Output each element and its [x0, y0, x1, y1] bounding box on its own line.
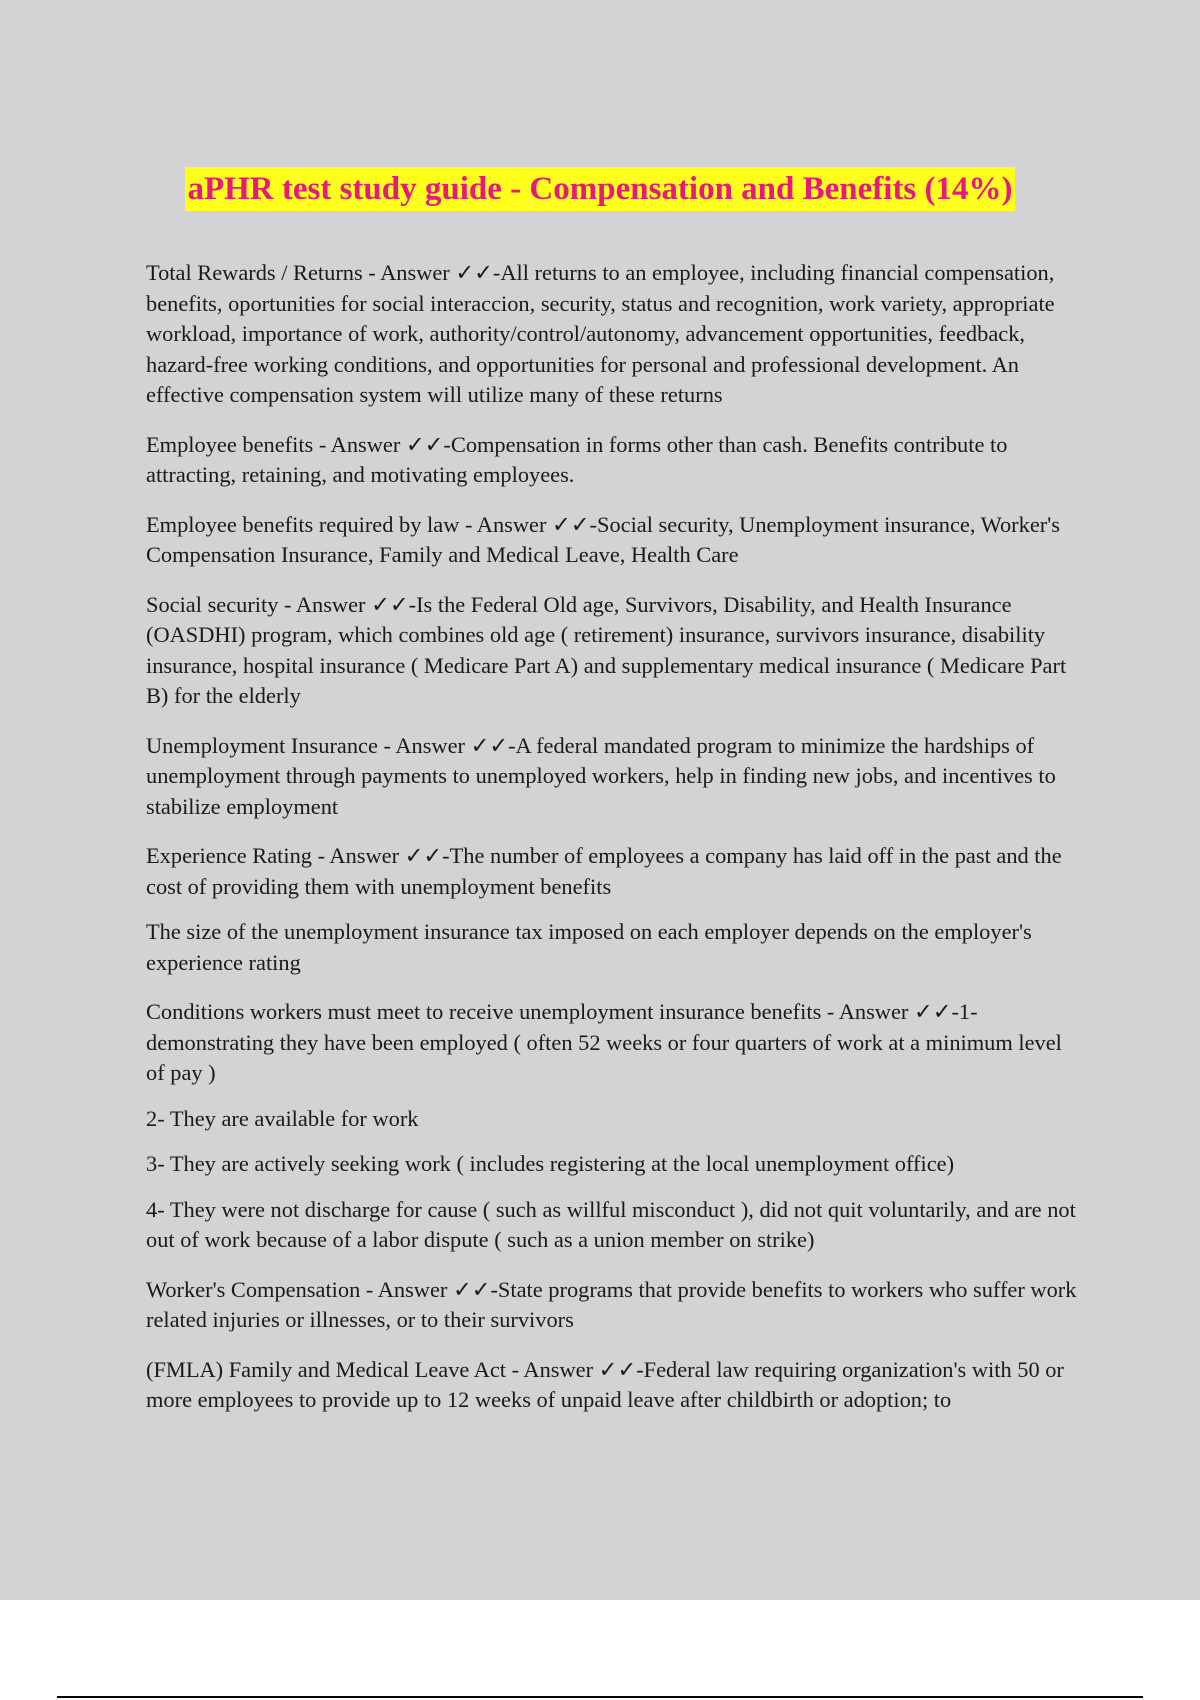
- study-guide-body: [146, 258, 1086, 1435]
- title-container: [0, 167, 1200, 211]
- paragraph-unemployment-insurance: Unemployment Insurance - Answer ✓✓-A federal mandated program to minimize the hardships of unemployment through payments to unemployed workers, help in finding new jobs, and incentives to stabilize employment: [146, 732, 1056, 819]
- paragraph-benefits-required-by-law: Employee benefits required by law - Answer ✓✓-Social security, Unemployment insurance, Worker's Compensation Insurance, Family and Medical Leave, Health Care: [146, 511, 1060, 567]
- paragraph-condition-4: 4- They were not discharge for cause ( such as willful misconduct ), did not quit voluntarily, and are not out of work because of a labor dispute ( such as a union member on strike): [146, 1196, 1076, 1252]
- paragraph-fmla: (FMLA) Family and Medical Leave Act - Answer ✓✓-Federal law requiring organization's with 50 or more employees to provide up to 12 weeks of unpaid leave after childbirth or adoption; to: [146, 1356, 1064, 1412]
- paragraph-workers-compensation: Worker's Compensation - Answer ✓✓-State programs that provide benefits to workers who suffer work related injuries or illnesses, or to their survivors: [146, 1276, 1077, 1332]
- paragraph-tax-size: The size of the unemployment insurance tax imposed on each employer depends on the employer's experience rating: [146, 919, 1032, 975]
- paragraph-total-rewards: Total Rewards / Returns - Answer ✓✓-All returns to an employee, including financial compensation, benefits, oportunities for social interaccion, security, status and recognition, work variety, appropriate workload, importance of work, authority/control/autonomy, advancement opportunities, feedback, hazard-free working conditions, and opportunities for personal and professional development. An effective compensation system will utilize many of these returns: [146, 260, 1055, 407]
- paragraph-experience-rating: Experience Rating - Answer ✓✓-The number of employees a company has laid off in the past and the cost of providing them with unemployment benefits: [146, 843, 1062, 899]
- paragraph-employee-benefits: Employee benefits - Answer ✓✓-Compensation in forms other than cash. Benefits contribute to attracting, retaining, and motivating employees.: [146, 431, 1008, 487]
- paragraph-condition-3: 3- They are actively seeking work ( includes registering at the local unemployment office): [146, 1151, 955, 1176]
- paragraph-conditions: Conditions workers must meet to receive unemployment insurance benefits - Answer ✓✓-1- demonstrating they have been employed ( often 52 weeks or four quarters of work at a minimum level of pay ): [146, 999, 1062, 1085]
- page-title: aPHR test study guide - Compensation and Benefits (14%): [185, 167, 1014, 211]
- footer-divider: [57, 1696, 1143, 1698]
- paragraph-condition-2: 2- They are available for work: [146, 1105, 419, 1131]
- paragraph-social-security: Social security - Answer ✓✓-Is the Federal Old age, Survivors, Disability, and Health Insurance (OASDHI) program, which combines old age ( retirement) insurance, survivors insurance, disability insurance, hospital insurance ( Medicare Part A) and supplementary medical insurance ( Medicare Part B) for the elderly: [146, 591, 1067, 708]
